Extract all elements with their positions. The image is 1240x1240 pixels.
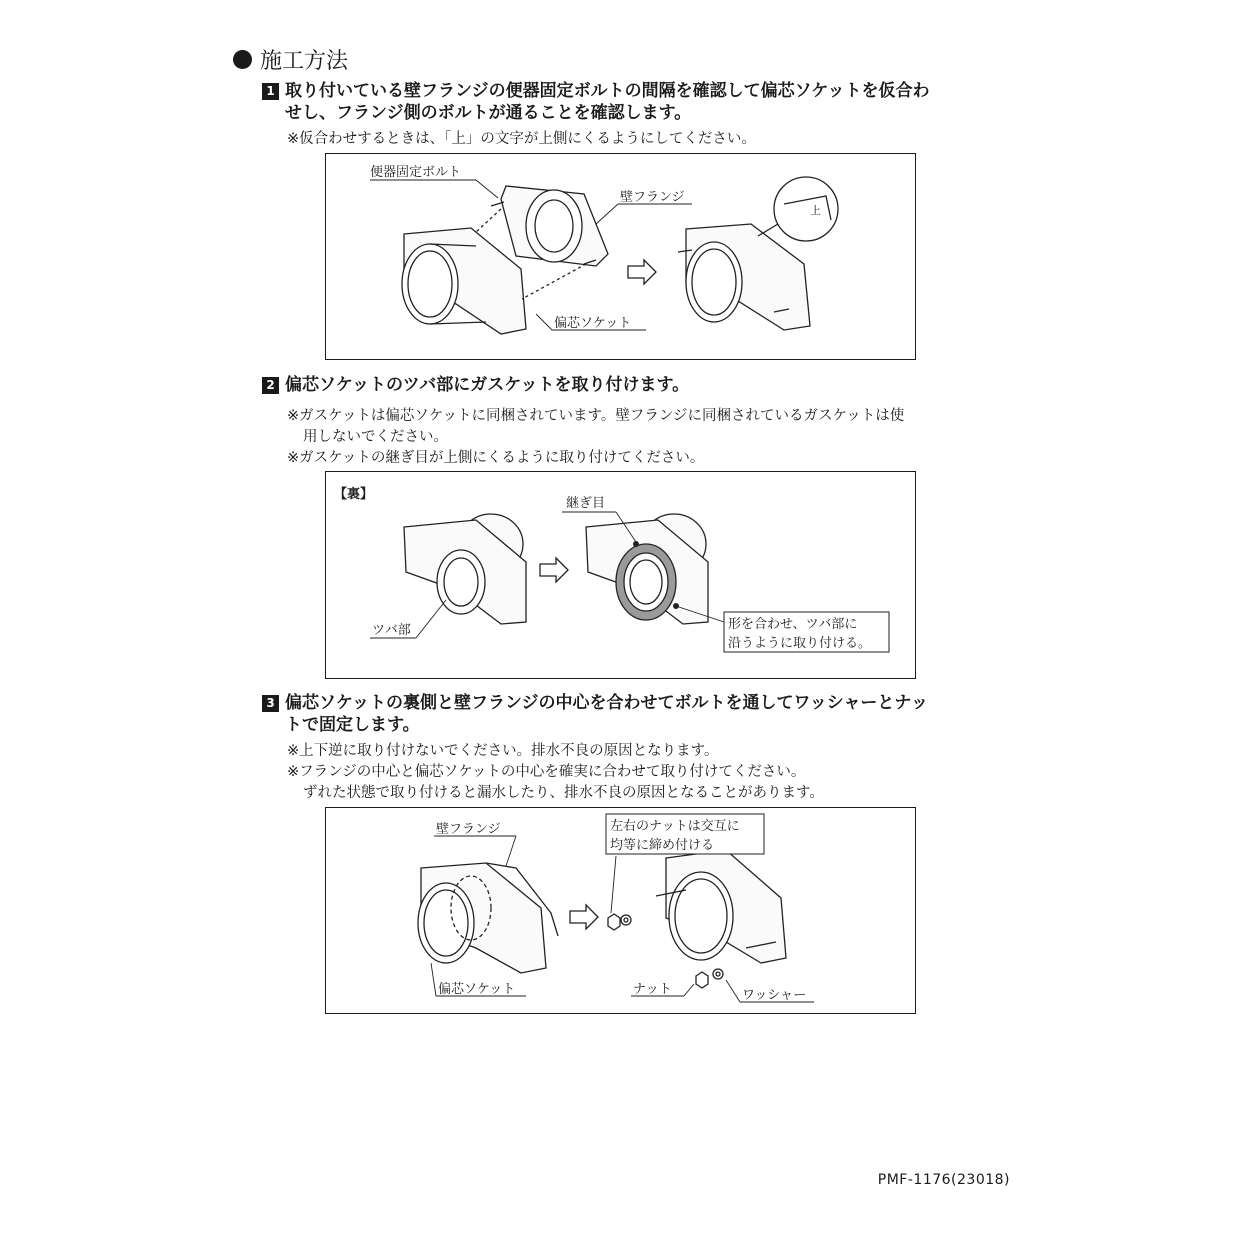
callout-line2: 沿うように取り付ける。 — [728, 636, 872, 651]
note-line: ※仮合わせするときは、「上」の文字が上側にくるようにしてください。 — [287, 131, 756, 147]
step-3-line2: トで固定します。 — [285, 715, 420, 735]
note-line: ※ガスケットの継ぎ目が上側にくるように取り付けてください。 — [287, 450, 705, 466]
label-washer: ワッシャー — [742, 988, 807, 1003]
note-line: 用しないでください。 — [303, 429, 448, 445]
figure-2 — [325, 471, 916, 679]
figure-3 — [325, 807, 916, 1014]
figure-2-illustration — [326, 472, 915, 678]
section-title — [233, 44, 348, 75]
label-socket: 偏芯ソケット — [438, 982, 516, 997]
label-socket: 偏芯ソケット — [554, 316, 632, 331]
section-title-text: 施工方法 — [260, 49, 349, 74]
label-bolt: 便器固定ボルト — [370, 165, 462, 180]
figure-1 — [325, 153, 916, 360]
document-code: PMF-1176(23018) — [877, 1172, 1010, 1188]
label-flange: 壁フランジ — [436, 822, 501, 837]
note-line: ※上下逆に取り付けないでください。排水不良の原因となります。 — [287, 743, 719, 759]
step-1-line2: せし、フランジ側のボルトが通ることを確認します。 — [285, 103, 692, 123]
step-3-heading — [262, 692, 1022, 736]
figure-1-illustration — [326, 154, 915, 359]
note-line: ※ガスケットは偏芯ソケットに同梱されています。壁フランジに同梱されているガスケットは使 — [287, 408, 905, 424]
note-line: ずれた状態で取り付けると漏水したり、排水不良の原因となることがあります。 — [303, 785, 824, 801]
step-2-line1: 偏芯ソケットのツバ部にガスケットを取り付けます。 — [285, 375, 690, 395]
step-2-heading — [262, 374, 1022, 396]
step-3-notes — [287, 741, 824, 804]
step-number-badge: 3 — [262, 695, 279, 712]
step-1-heading — [262, 80, 1022, 124]
step-number-badge: 2 — [262, 377, 279, 394]
step-number-badge: 1 — [262, 83, 279, 100]
label-nut: ナット — [633, 982, 672, 997]
label-flange-part: ツバ部 — [372, 623, 411, 638]
step-2-notes — [287, 406, 904, 469]
bullet-dot-icon — [233, 50, 252, 69]
callout-line2: 均等に締め付ける — [610, 838, 715, 853]
note-line: ※フランジの中心と偏芯ソケットの中心を確実に合わせて取り付けてください。 — [287, 764, 806, 780]
callout-line1: 形を合わせ、ツバ部に — [728, 617, 858, 632]
label-back: 【裏】 — [334, 487, 374, 502]
callout-line1: 左右のナットは交互に — [610, 819, 740, 834]
figure-3-illustration — [326, 808, 915, 1013]
label-mark: 上 — [810, 204, 821, 217]
step-1-notes — [287, 129, 756, 150]
step-1-line1: 取り付いている壁フランジの便器固定ボルトの間隔を確認して偏芯ソケットを仮合わ — [285, 81, 930, 101]
label-flange: 壁フランジ — [620, 190, 685, 205]
label-seam: 継ぎ目 — [566, 496, 606, 511]
step-3-line1: 偏芯ソケットの裏側と壁フランジの中心を合わせてボルトを通してワッシャーとナッ — [285, 693, 929, 713]
